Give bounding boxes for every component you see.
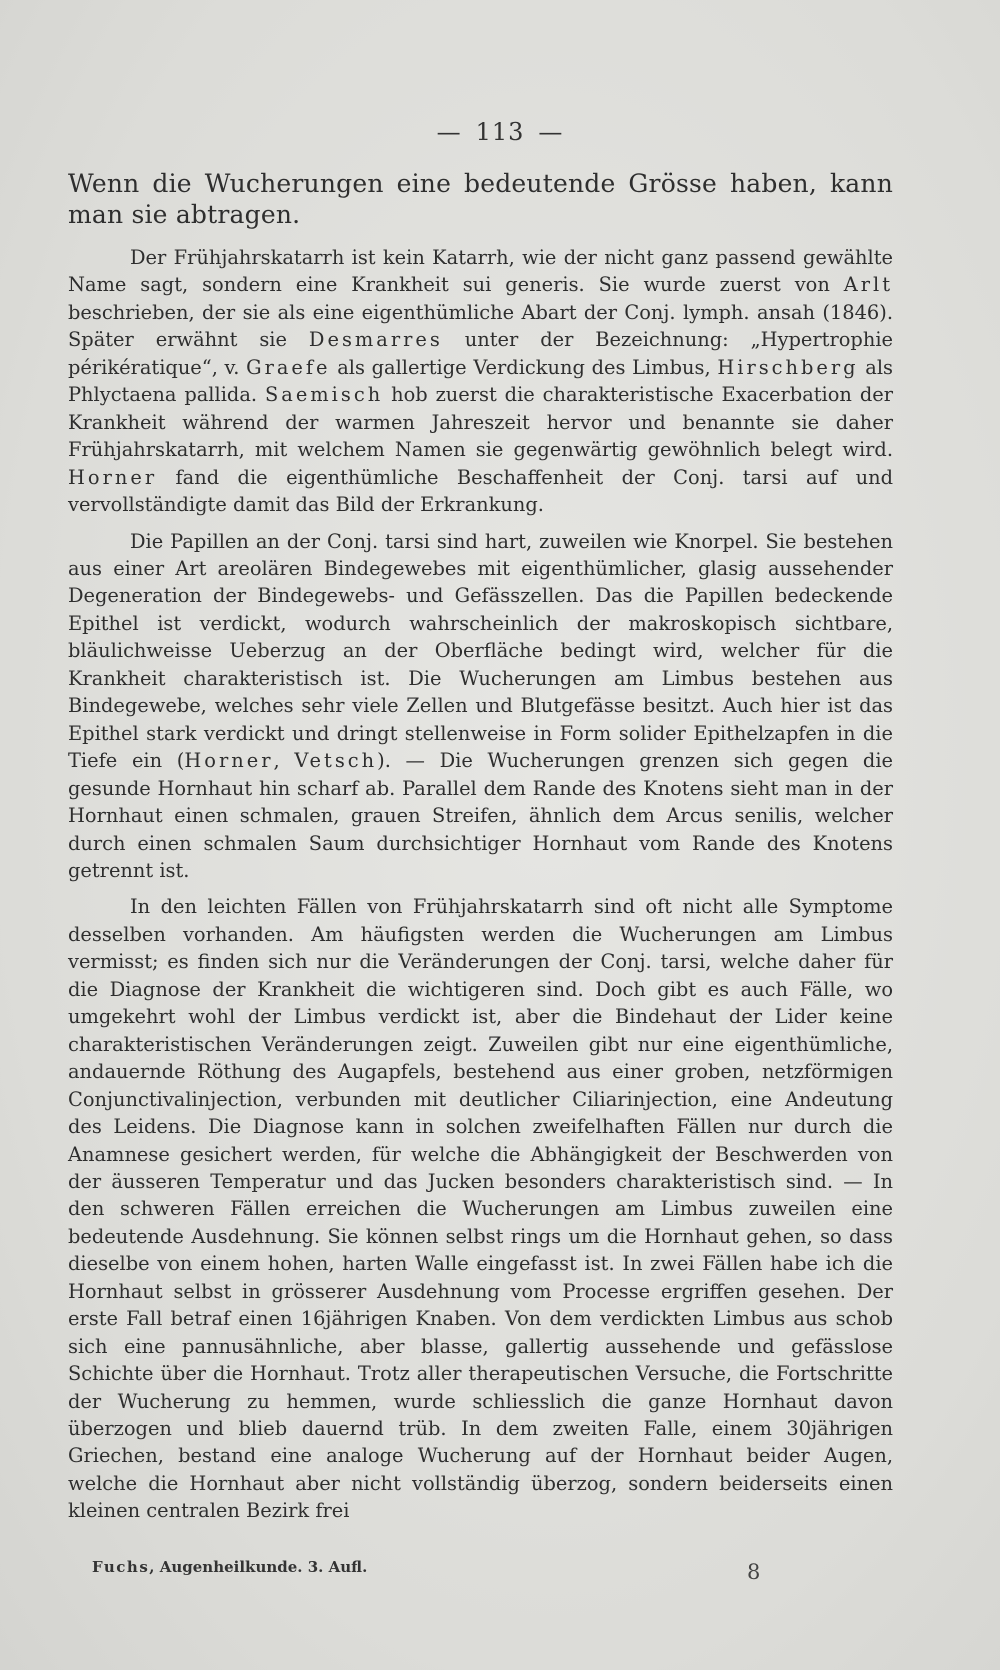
page-header: [0, 118, 1000, 146]
text-run: ). — Die Wucherungen grenzen sich gegen die gesunde Hornhaut hin scharf ab. Parallel dem Rande des Knotens sieht man in der Hornhaut einen schmalen, grauen Streifen, ähnlich dem Arcus senilis, welcher durch einen schmalen Saum durchsichtiger Hornhaut vom Rande des Knotens getrennt ist.: [68, 749, 894, 882]
author-name-vetsch: Vetsch: [294, 749, 378, 773]
footer-author: Fuchs: [92, 1558, 150, 1576]
author-name-horner: Horner: [184, 749, 274, 773]
text-run: als gallertige Verdickung des Limbus,: [330, 355, 718, 379]
text-run: Die Papillen an der Conj. tarsi sind hart, zuweilen wie Knorpel. Sie bestehen aus einer Art areolären Bindegewebes mit eigenthümlicher, glasig aussehender Degeneration der Bindegewebs- und Gefässzellen. Das die Papillen bedeckende Epithel ist verdickt, wodurch wahrscheinlich der makroskopisch sichtbare, bläulichweisse Ueberzug an der Oberfläche bedingt wird, welcher für die Krankheit charakteristisch ist. Die Wucherungen am Limbus bestehen aus Bindegewebe, welches sehr viele Zellen und Blutgefässe besitzt. Auch hier ist das Epithel stark verdickt und dringt stellenweise in Form solider Epithelzapfen in die Tiefe ein (: [68, 529, 893, 773]
paragraph-history: [68, 244, 893, 519]
author-name-desmarres: Desmarres: [308, 328, 443, 352]
text-run: unter der Bezeichnung: „Hypertrophie périkératique“, v.: [68, 328, 893, 379]
footer-reference: [92, 1558, 792, 1576]
author-name-horner: Horner: [68, 465, 158, 489]
text-run: hob zuerst die charakteristische Exacerbation der Krankheit während der warmen Jahreszeit hervor und benannte sie daher Frühjahrskatarrh, mit welchem Namen sie gegenwärtig gewöhnlich belegt wird.: [68, 383, 893, 462]
author-name-graefe: Graefe: [246, 355, 331, 379]
text-run: ,: [273, 749, 295, 773]
page-number: 113: [475, 118, 525, 146]
text-run: beschrieben, der sie als eine eigenthümliche Abart der Conj. lymph. ansah (1846). Später erwähnt sie: [68, 300, 893, 352]
author-name-hirschberg: Hirschberg: [717, 355, 859, 379]
header-dash-left: —: [436, 118, 462, 146]
author-name-saemisch: Saemisch: [264, 383, 384, 407]
signature-mark: 8: [747, 1560, 761, 1584]
footer-title: , Augenheilkunde. 3. Aufl.: [149, 1558, 368, 1576]
text-run: als Phlyctaena pallida.: [68, 355, 893, 407]
paragraph-pathology: [68, 528, 893, 885]
text-run: fand die eigenthümliche Beschaffenheit der Conj. tarsi auf und vervollständigte damit das Bild der Erkrankung.: [68, 465, 893, 517]
header-dash-right: —: [538, 118, 564, 146]
page-body: [68, 168, 893, 1525]
author-name-arlt: Arlt: [843, 273, 893, 297]
intro-paragraph: Wenn die Wucherungen eine bedeutende Grösse haben, kann man sie abtragen.: [68, 169, 893, 229]
text-run: Der Frühjahrskatarrh ist kein Katarrh, wie der nicht ganz passend gewählte Name sagt, sondern eine Krankheit sui generis. Sie wurde zuerst von: [68, 246, 893, 297]
paragraph-clinical-course: In den leichten Fällen von Frühjahrskatarrh sind oft nicht alle Symptome desselben vorhanden. Am häufigsten werden die Wucherungen am Limbus vermisst; es finden sich nur die Veränderungen der Conj. tarsi, welche daher für die Diagnose der Krankheit die wichtigeren sind. Doch gibt es auch Fälle, wo umgekehrt wohl der Limbus verdickt ist, aber die Bindehaut der Lider keine charakteristischen Veränderungen zeigt. Zuweilen gibt nur eine eigenthümliche, andauernde Röthung des Augapfels, bestehend aus einer groben, netzförmigen Conjunctivalinjection, verbunden mit deutlicher Ciliarinjection, eine Andeutung des Leidens. Die Diagnose kann in solchen zweifelhaften Fällen nur durch die Anamnese gesichert werden, für welche die Abhängigkeit der Beschwerden von der äusseren Temperatur und das Jucken besonders charakteristisch sind. — In den schweren Fällen erreichen die Wucherungen am Limbus zuweilen eine bedeutende Ausdehnung. Sie können selbst rings um die Hornhaut gehen, so dass dieselbe von einem hohen, harten Walle eingefasst ist. In zwei Fällen habe ich die Hornhaut selbst in grösserer Ausdehnung vom Processe ergriffen gesehen. Der erste Fall betraf einen 16jährigen Knaben. Von dem verdickten Limbus aus schob sich eine pannusähnliche, aber blasse, gallertig aussehende und gefässlose Schichte über die Hornhaut. Trotz aller therapeutischen Versuche, die Fortschritte der Wucherung zu hemmen, wurde schliesslich die ganze Hornhaut davon überzogen und blieb dauernd trüb. In dem zweiten Falle, einem 30jährigen Griechen, bestand eine analoge Wucherung auf der Hornhaut beider Augen, welche die Hornhaut aber nicht vollständig überzog, sondern beiderseits einen kleinen centralen Bezirk frei: [68, 895, 893, 1523]
